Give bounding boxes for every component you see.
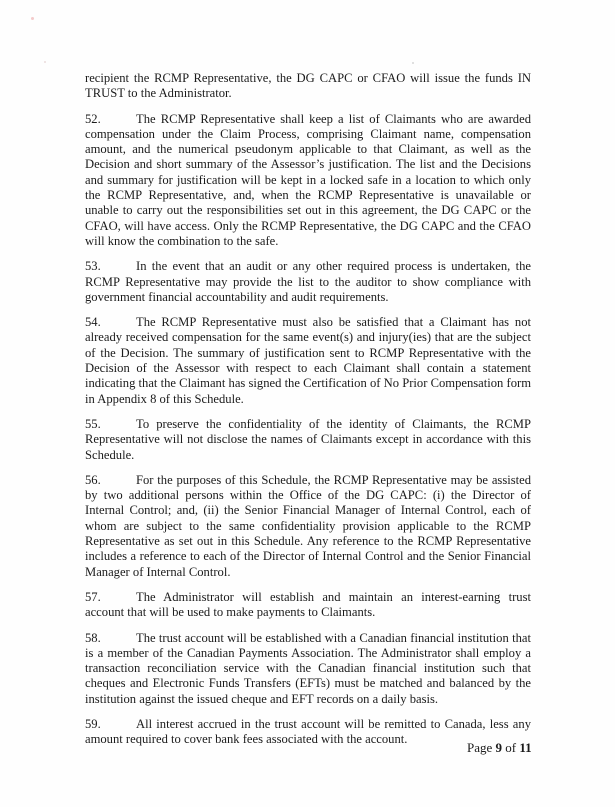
paragraph-53	[85, 259, 531, 305]
paragraph-56	[85, 473, 531, 580]
footer-page-label: Page	[467, 740, 493, 755]
continuation-paragraph: recipient the RCMP Representative, the DG CAPC or CFAO will issue the funds IN TRUST to the Administrator.	[85, 71, 531, 101]
paragraph-55	[85, 417, 531, 463]
paragraph-59-number: 59.	[85, 716, 101, 731]
paragraph-58	[85, 631, 531, 707]
paragraph-56-number: 56.	[85, 472, 101, 487]
paragraph-52	[85, 112, 531, 250]
paragraph-57	[85, 590, 531, 621]
paragraph-55-text: To preserve the confidentiality of the identity of Claimants, the RCMP Representative will not disclose the names of Claimants except in accordance with this Schedule.	[85, 416, 531, 462]
paragraph-54-number: 54.	[85, 315, 101, 330]
paragraph-57-number: 57.	[85, 589, 101, 604]
paragraph-52-text: The RCMP Representative shall keep a list of Claimants who are awarded compensation under the Claim Process, comprising Claimant name, compensation amount, and the numerical pseudonym applicable to that Claimant, as well as the Decision and short summary of the Assessor’s justification. The list and the Decisions and summary for justification will be kept in a locked safe in a location to which only the RCMP Representative, and, when the RCMP Representative is unavailable or unable to carry out the responsibilities set out in this agreement, the DG CAPC or the CFAO, will have access. Only the RCMP Representative, the DG CAPC and the CFAO will know the combination to the safe.	[85, 111, 531, 248]
paragraph-53-number: 53.	[85, 259, 101, 274]
footer-total-pages: 11	[519, 740, 532, 755]
paragraph-58-text: The trust account will be established with a Canadian financial institution that is a member of the Canadian Payments Association. The Administrator shall employ a transaction reconciliation service with the Canadian financial institution such that cheques and Electronic Funds Transfers (EFTs) must be matched and balanced by the institution against the issued cheque and EFT records on a daily basis.	[85, 630, 531, 706]
paragraph-59-text: All interest accrued in the trust account will be remitted to Canada, less any amount required to cover bank fees associated with the account.	[85, 716, 531, 747]
paragraph-57-text: The Administrator will establish and maintain an interest-earning trust account that will be used to make payments to Claimants.	[85, 589, 531, 620]
paragraph-54-text: The RCMP Representative must also be satisfied that a Claimant has not already received compensation for the same event(s) and injury(ies) that are the subject of the Decision. The summary of justification sent to RCMP Representative with the Decision of the Assessor with respect to each Claimant shall contain a statement indicating that the Claimant has signed the Certification of No Prior Compensation form in Appendix 8 of this Schedule.	[85, 315, 531, 406]
paragraph-59	[85, 717, 531, 748]
page-footer	[467, 740, 532, 756]
scan-artifact-speck	[31, 17, 34, 20]
document-body	[85, 71, 531, 758]
footer-page-number: 9	[495, 740, 503, 755]
scan-artifact-speck	[44, 61, 46, 63]
scan-artifact-speck	[412, 62, 414, 64]
paragraph-52-number: 52.	[85, 111, 101, 126]
paragraph-56-text: For the purposes of this Schedule, the RCMP Representative may be assisted by two additional persons within the Office of the DG CAPC: (i) the Director of Internal Control; and, (ii) the Senior Financial Manager of Internal Control, each of whom are subject to the same confidentiality provision applicable to the RCMP Representative as set out in this Schedule. Any reference to the RCMP Representative includes a reference to each of the Director of Internal Control and the Senior Financial Manager of Internal Control.	[85, 472, 531, 579]
paragraph-55-number: 55.	[85, 416, 101, 431]
paragraph-54	[85, 315, 531, 407]
paragraph-53-text: In the event that an audit or any other required process is undertaken, the RCMP Representative may provide the list to the auditor to show compliance with government financial accountability and audit requirements.	[85, 259, 531, 304]
footer-of-label: of	[505, 740, 517, 755]
paragraph-58-number: 58.	[85, 630, 101, 645]
